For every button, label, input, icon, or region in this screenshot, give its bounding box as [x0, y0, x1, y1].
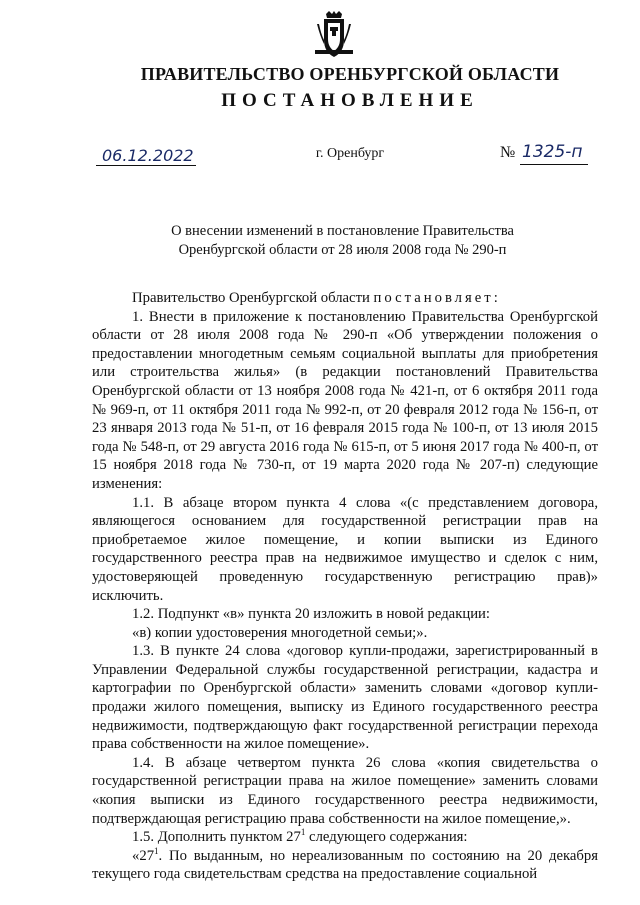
- paragraph-1-2-quote: «в) копии удостоверения многодетной семьи;».: [132, 624, 428, 641]
- document-date: 06.12.2022: [102, 146, 194, 165]
- document-city: г. Оренбург: [315, 146, 385, 161]
- paragraph-1-1: 1.1. В абзаце втором пункта 4 слова «(с представлением договора, являющегося основанием для государственной регистрации прав на приобретаемое жилое помещение, и копии выписки из Единого государственного реестра прав на недвижимое имущество и сделок с ним, удостоверяющей проведенную государственную регистрацию прав)» исключить.: [92, 494, 598, 604]
- p27-tail: . По выданным, но нереализованным по состоянию на 20 декабря текущего года свидетельствам средства на предоставление социальной: [92, 847, 598, 883]
- paragraph-27-1: [92, 847, 598, 884]
- intro-tail: :: [493, 290, 498, 306]
- p27-lead: «27: [132, 847, 155, 864]
- p1-5-tail: следующего содержания:: [305, 829, 468, 846]
- intro-lead: Правительство Оренбургской области: [132, 290, 374, 306]
- government-name: ПРАВИТЕЛЬСТВО ОРЕНБУРГСКОЙ ОБЛАСТИ: [140, 64, 560, 84]
- paragraph-1-3: 1.3. В пункте 24 слова «договор купли-продажи, зарегистрированный в Управлении Федеральной службы государственной регистрации, кадастра и картографии по Оренбургской области» заменить словами «договор купли-продажи жилого помещения, выписку из Единого государственного реестра недвижимости, подтверждающую факт государственной регистрации перехода права собственности на жилое помещение».: [92, 643, 598, 753]
- paragraph-1-2: 1.2. Подпункт «в» пункта 20 изложить в новой редакции:: [132, 606, 490, 623]
- paragraph-1-4: 1.4. В абзаце четвертом пункта 26 слова «копия свидетельства о государственной регистрации права на жилое помещение» заменить словами «копия выписки из Единого государственного реестра недвижимости, подтверждающая регистрацию права собственности на жилое помещение,».: [92, 754, 598, 827]
- coat-of-arms-icon: [314, 10, 354, 60]
- p27-superscript: 1: [154, 845, 159, 856]
- document-body: [92, 289, 598, 884]
- intro-paragraph: [92, 289, 598, 308]
- number-sign: №: [500, 144, 516, 161]
- document-type: ПОСТАНОВЛЕНИЕ: [221, 90, 479, 111]
- p1-5-superscript: 1: [300, 827, 306, 838]
- subject-line-1: О внесении изменений в постановление Правительства: [171, 223, 514, 239]
- p1-5-lead: 1.5. Дополнить пунктом 27: [132, 829, 301, 846]
- document-number: 1325-п: [522, 142, 583, 162]
- subject-line-2: Оренбургской области от 28 июля 2008 года № 290-п: [178, 242, 507, 258]
- paragraph-1: 1. Внести в приложение к постановлению Правительства Оренбургской области от 28 июля 2008 года № 290-п «Об утверждении положения о предоставлении многодетным семьям социальной выплаты для приобретения или строительства жилья» (в редакции постановлений Правительства Оренбургской области от 13 ноября 2008 года № 421-п, от 6 октября 2011 года № 969-п, от 11 октября 2011 года № 992-п, от 20 февраля 2012 года № 156-п, от 23 января 2013 года № 51-п, от 16 февраля 2015 года № 100-п, от 13 июля 2015 года № 548-п, от 29 августа 2016 года № 615-п, от 5 июня 2017 года № 400-п, от 15 ноября 2018 года № 730-п, от 19 марта 2020 года № 207-п) следующие изменения:: [92, 308, 598, 492]
- date-underline: [96, 165, 196, 166]
- paragraph-1-5: [92, 828, 598, 847]
- document-subject: [90, 222, 595, 260]
- intro-verb: постановляет: [373, 290, 494, 306]
- number-underline: [520, 164, 588, 165]
